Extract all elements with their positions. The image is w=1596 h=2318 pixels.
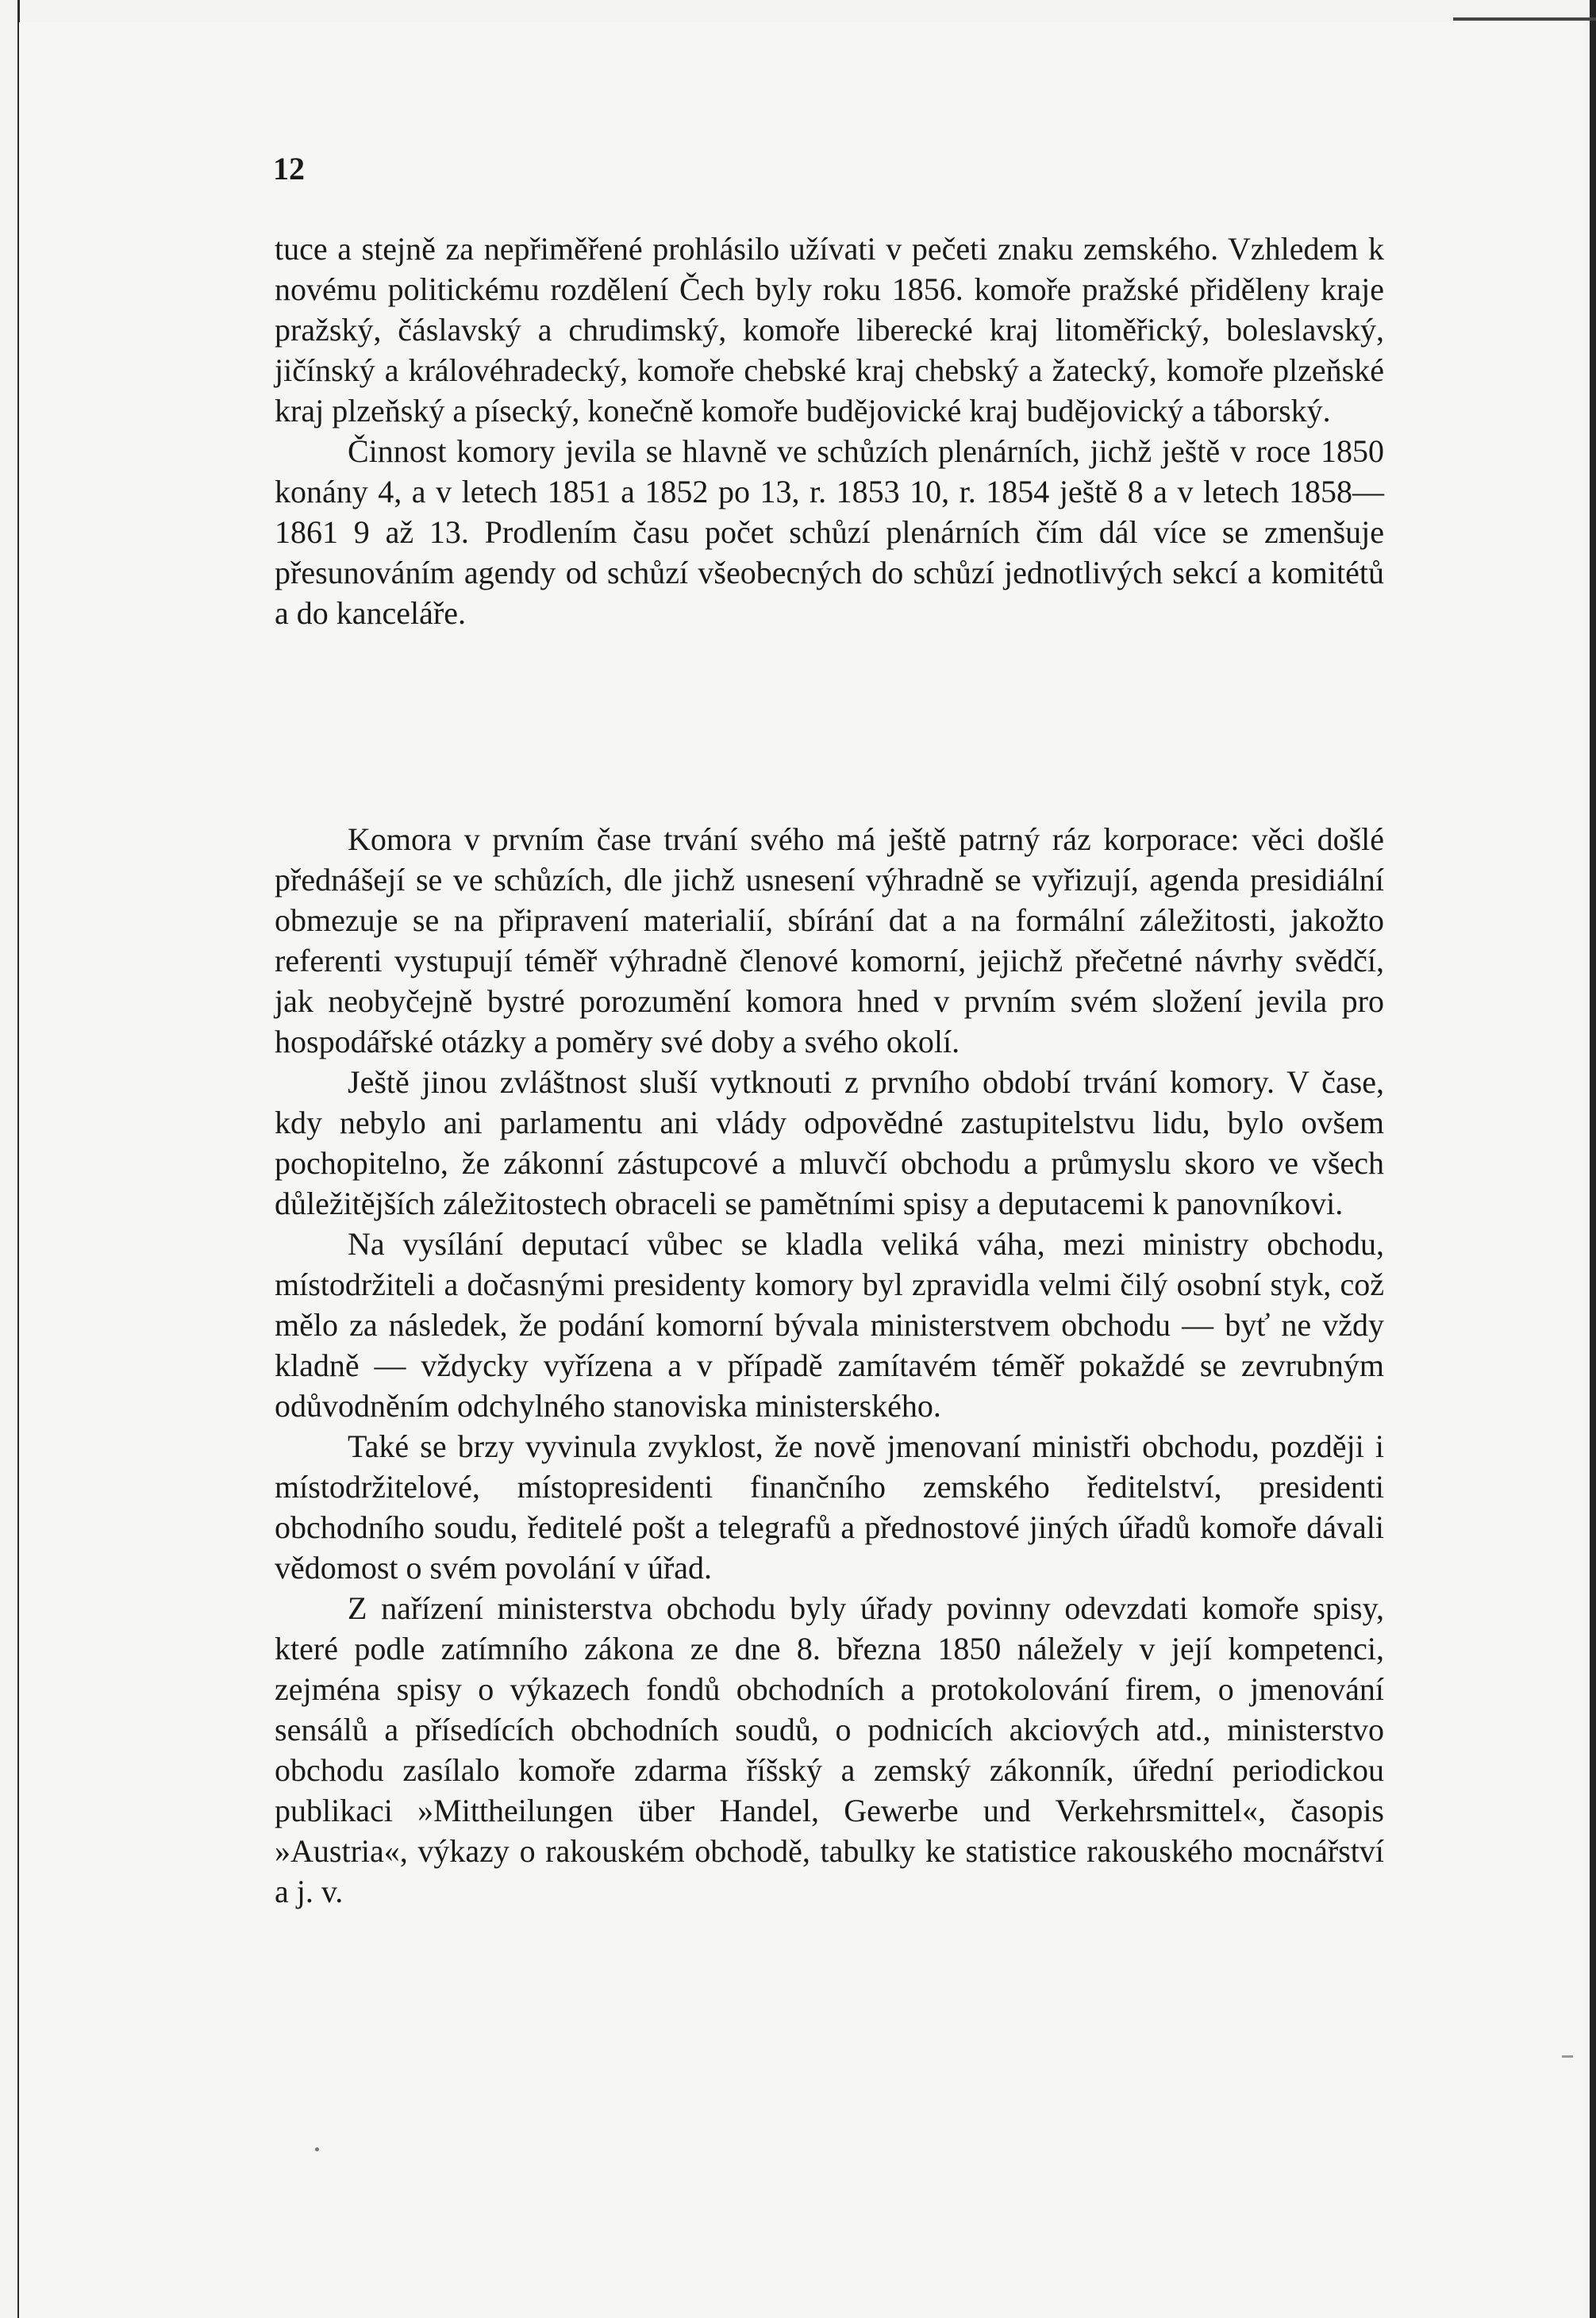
paragraph: Ještě jinou zvláštnost sluší vytknouti z prvního období trvání komory. V čase, kdy nebylo ani parlamentu ani vlády odpovědné zastupitelstvu lidu, bylo ovšem pochopitelno, že zákonní zástupcové a mluvčí obchodu a průmyslu skoro ve všech důležitějších záležitostech obraceli se pamětními spisy a deputacemi k panovníkovi. bbox=[275, 1064, 1384, 1221]
paragraph: tuce a stejně za nepřiměřené prohlásilo užívati v pečeti znaku zemského. Vzhledem k novému politickému rozdělení Čech byly roku 1856. komoře pražské přiděleny kraje pražský, čáslavský a chrudimský, komoře liberecké kraj litoměřický, boleslavský, jičínský a královéhradecký, komoře chebské kraj chebský a žatecký, komoře plzeňské kraj plzeňský a písecký, konečně komoře budějovické kraj budějovický a táborský. bbox=[275, 231, 1384, 429]
paragraph: Z nařízení ministerstva obchodu byly úřady povinny odevzdati komoře spisy, které podle zatímního zákona ze dne 8. března 1850 náležely v její kompetenci, zejména spisy o výkazech fondů obchodních a protokolování firem, o jmenování sensálů a přísedících obchodních soudů, o podnicích akciových atd., ministerstvo obchodu zasílalo komoře zdarma říšský a zemský zákonník, úřední periodickou publikaci »Mittheilungen über Handel, Gewerbe und Verkehrsmittel«, časopis »Austria«, výkazy o rakouském obchodě, tabulky ke statistice rakouského mocnářství a j. v. bbox=[275, 1590, 1384, 1909]
page-number: 12 bbox=[273, 151, 305, 186]
paragraph: Také se brzy vyvinula zvyklost, že nově jmenovaní ministři obchodu, později i místodržitelové, místopresidenti finančního zemského ředitelství, presidenti obchodního soudu, ředitelé pošt a telegrafů a přednostové jiných úřadů komoře dávali vědomost o svém povolání v úřad. bbox=[275, 1428, 1384, 1586]
text-section-1 bbox=[275, 229, 1384, 633]
scan-speck bbox=[315, 2147, 319, 2151]
paragraph: Komora v prvním čase trvání svého má ještě patrný ráz korporace: věci došlé přednášejí se ve schůzích, dle jichž usnesení výhradně se vyřizují, agenda presidiální obmezuje se na připravení materialií, sbírání dat a na formální záležitosti, jakožto referenti vystupují téměř výhradně členové komorní, jejichž přečetné návrhy svědčí, jak neobyčejně bystré porozumění komora hned v prvním svém složení jevila pro hospodářské otázky a poměry své doby a svého okolí. bbox=[275, 821, 1384, 1059]
text-section-2 bbox=[275, 819, 1384, 1912]
scan-right-edge bbox=[1590, 0, 1596, 2318]
margin-mark bbox=[1562, 2055, 1573, 2058]
paragraph: Činnost komory jevila se hlavně ve schůzích plenárních, jichž ještě v roce 1850 konány 4, a v letech 1851 a 1852 po 13, r. 1853 10, r. 1854 ještě 8 a v letech 1858—1861 9 až 13. Prodlením času počet schůzí plenárních čím dál více se zmenšuje přesunováním agendy od schůzí všeobecných do schůzí jednotlivých sekcí a komitétů a do kanceláře. bbox=[275, 433, 1384, 631]
scan-top-edge bbox=[1453, 17, 1596, 21]
paragraph: Na vysílání deputací vůbec se kladla veliká váha, mezi ministry obchodu, místodržiteli a dočasnými presidenty komory byl zpravidla velmi čilý osobní styk, což mělo za následek, že podání komorní bývala ministerstvem obchodu — byť ne vždy kladně — vždycky vyřízena a v případě zamítavém téměř pokaždé se zevrubným odůvodněním odchylného stanoviska ministerského. bbox=[275, 1226, 1384, 1424]
